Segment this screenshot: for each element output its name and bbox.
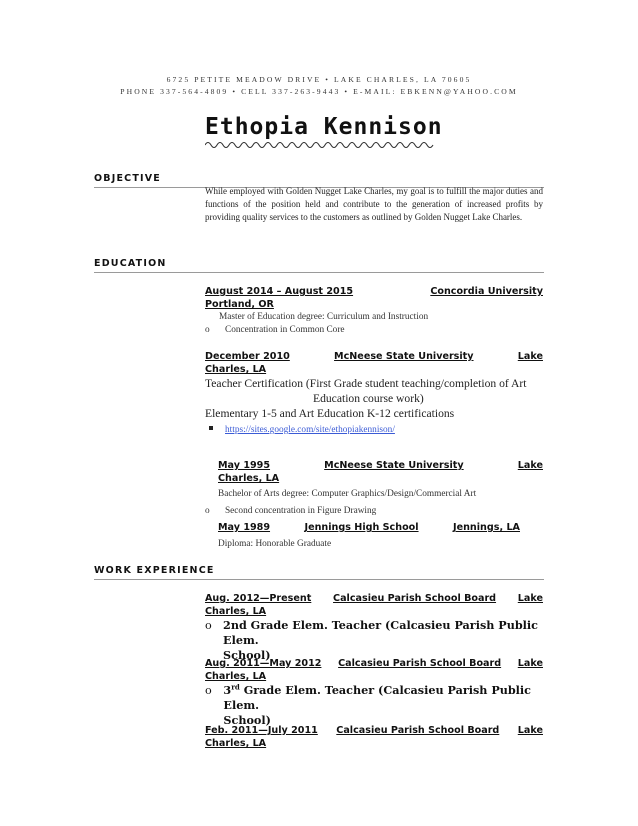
work-title-ordinal: rd xyxy=(231,682,240,692)
candidate-name: Ethopia Kennison xyxy=(205,114,443,140)
work-title-number: 3 xyxy=(223,683,232,697)
work-dates: Aug. 2012—Present xyxy=(205,593,312,604)
contact-phone-email-line: PHONE 337-564-4809 • CELL 337-263-9443 • E-MAIL: EBKENN@YAHOO.COM xyxy=(120,87,518,96)
edu-location: Jennings, LA xyxy=(453,522,520,533)
edu-diploma: Diploma: Honorable Graduate xyxy=(218,539,332,549)
edu-dates: August 2014 – August 2015 xyxy=(205,286,354,297)
education-entry-jennings xyxy=(218,521,520,551)
work-title: WORK EXPERIENCE xyxy=(94,565,215,576)
edu-cert-line-3: Elementary 1-5 and Art Education K-12 certifications xyxy=(205,407,455,420)
work-title-line-1: Grade Elem. Teacher (Calcasieu Parish Public Elem. xyxy=(223,683,531,712)
circle-bullet-icon: o xyxy=(205,684,212,697)
education-section-header xyxy=(94,258,544,269)
work-title-line-2: School) xyxy=(223,713,271,727)
work-employer: Calcasieu Parish School Board xyxy=(338,658,502,669)
education-title: EDUCATION xyxy=(94,258,167,269)
edu-location-b: Charles, LA xyxy=(218,473,280,484)
edu-detail-item xyxy=(205,324,543,337)
circle-bullet-icon: o xyxy=(205,325,210,335)
work-title-item xyxy=(205,683,543,728)
contact-address-line: 6725 PETITE MEADOW DRIVE • LAKE CHARLES, LA 70605 xyxy=(166,75,472,84)
edu-dates: May 1995 xyxy=(218,460,271,471)
edu-cert-line-2: Education course work) xyxy=(313,392,424,405)
objective-text: While employed with Golden Nugget Lake Charles, my goal is to fulfill the major duties and functions of the position held and contribute to the generation of increased profits by providing quality services to the customers as outlined by Golden Nugget Lake Charles. xyxy=(205,186,543,222)
work-section-header xyxy=(94,565,544,576)
work-title-line-1: 2nd Grade Elem. Teacher (Calcasieu Parish Public Elem. xyxy=(223,618,538,647)
edu-school: Jennings High School xyxy=(304,522,419,533)
edu-school: McNeese State University xyxy=(334,351,474,362)
edu-location-a: Lake xyxy=(517,460,543,471)
edu-location-a: Lake xyxy=(517,351,543,362)
square-bullet-icon xyxy=(209,426,213,430)
work-employer: Calcasieu Parish School Board xyxy=(333,593,497,604)
edu-cert-line-1: Teacher Certification (First Grade student teaching/completion of Art xyxy=(205,377,527,390)
education-entry-concordia xyxy=(205,285,543,337)
edu-detail-text: Second concentration in Figure Drawing xyxy=(225,506,377,516)
work-entry-2011 xyxy=(205,657,543,728)
work-location-a: Lake xyxy=(517,658,543,669)
work-rule xyxy=(94,579,544,580)
edu-location: Portland, OR xyxy=(205,299,274,310)
edu-school: Concordia University xyxy=(430,286,543,297)
work-title-line-2: School) xyxy=(223,648,271,662)
work-employer: Calcasieu Parish School Board xyxy=(336,725,500,736)
work-location-a: Lake xyxy=(517,593,543,604)
edu-detail-item xyxy=(205,505,543,518)
work-location-b: Charles, LA xyxy=(205,671,267,682)
edu-degree: Bachelor of Arts degree: Computer Graphics/Design/Commercial Art xyxy=(218,489,477,499)
objective-title: OBJECTIVE xyxy=(94,173,161,184)
work-title-text xyxy=(223,683,543,728)
objective-section-header xyxy=(94,173,544,184)
name-squiggle-underline xyxy=(205,140,437,150)
work-location-a: Lake xyxy=(517,725,543,736)
edu-dates: May 1989 xyxy=(218,522,271,533)
portfolio-link[interactable]: https://sites.google.com/site/ethopiakennison/ xyxy=(225,425,395,435)
work-entry-2012 xyxy=(205,592,543,663)
work-location-b: Charles, LA xyxy=(205,606,267,617)
education-entry-mcneese-cert xyxy=(205,350,543,437)
edu-dates: December 2010 xyxy=(205,351,290,362)
work-dates: Aug. 2011—May 2012 xyxy=(205,658,322,669)
circle-bullet-icon: o xyxy=(205,619,212,632)
edu-detail-text: Concentration in Common Core xyxy=(225,325,345,335)
work-dates: Feb. 2011—July 2011 xyxy=(205,725,318,736)
portfolio-link-item xyxy=(205,421,543,437)
name-heading-block xyxy=(205,112,445,154)
edu-location-b: Charles, LA xyxy=(205,364,267,375)
edu-school: McNeese State University xyxy=(324,460,464,471)
circle-bullet-icon: o xyxy=(205,506,210,516)
education-entry-mcneese-ba xyxy=(218,459,543,501)
education-rule xyxy=(94,272,544,273)
work-entry-feb-2011 xyxy=(205,724,543,750)
edu-degree: Master of Education degree: Curriculum and Instruction xyxy=(219,312,429,322)
work-location-b: Charles, LA xyxy=(205,738,267,749)
